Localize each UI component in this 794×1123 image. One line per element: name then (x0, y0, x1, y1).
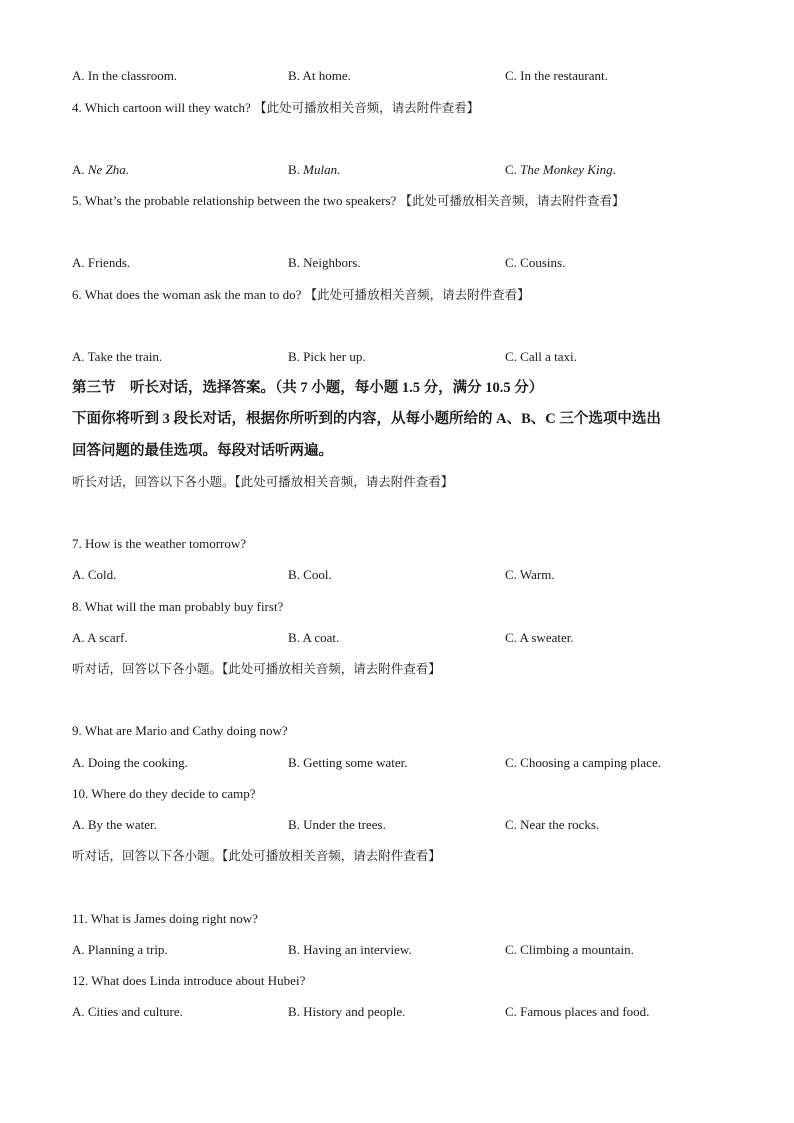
q3-option-c[interactable]: C. In the restaurant. (505, 68, 608, 83)
q4-option-c-title: The Monkey King (520, 162, 613, 177)
q4-option-a-suffix: . (125, 162, 130, 177)
q4-option-a-title: Ne Zha (87, 162, 126, 177)
q5-option-a[interactable]: A. Friends. (72, 255, 131, 270)
dialog3-prompt[interactable]: 听对话，回答以下各小题。【此处可播放相关音频，请去附件查看】 (72, 848, 441, 863)
q9-option-a[interactable]: A. Doing the cooking. (72, 755, 188, 770)
q8-question: 8. What will the man probably buy first? (72, 599, 284, 614)
section3-instruction-line1: 下面你将听到 3 段长对话，根据你所听到的内容，从每小题所给的 A、B、C 三个选项中选出 (72, 411, 661, 427)
q4-option-a[interactable] (72, 161, 129, 179)
section3-heading: 第三节 听长对话，选择答案。（共 7 小题，每小题 1.5 分，满分 10.5 分） (72, 380, 544, 396)
q4-option-a-prefix: A. (72, 162, 88, 177)
q8-option-b[interactable]: B. A coat. (288, 630, 340, 645)
dialog1-prompt[interactable]: 听长对话，回答以下各小题。【此处可播放相关音频，请去附件查看】 (72, 474, 454, 489)
q10-option-a[interactable]: A. By the water. (72, 817, 157, 832)
q7-option-b[interactable]: B. Cool. (288, 567, 332, 582)
dialog2-prompt[interactable]: 听对话，回答以下各小题。【此处可播放相关音频，请去附件查看】 (72, 661, 441, 676)
q3-option-b[interactable]: B. At home. (288, 68, 351, 83)
q12-option-c[interactable]: C. Famous places and food. (505, 1004, 650, 1019)
q4-question-text: 4. Which cartoon will they watch? (72, 100, 251, 115)
q9-option-c[interactable]: C. Choosing a camping place. (505, 755, 661, 770)
q9-option-b[interactable]: B. Getting some water. (288, 755, 408, 770)
q8-option-c[interactable]: C. A sweater. (505, 630, 574, 645)
q11-question: 11. What is James doing right now? (72, 911, 258, 926)
q11-option-b[interactable]: B. Having an interview. (288, 942, 412, 957)
q4-option-b-suffix: . (337, 162, 341, 177)
q7-option-c[interactable]: C. Warm. (505, 567, 555, 582)
q12-option-b[interactable]: B. History and people. (288, 1004, 406, 1019)
q4-option-b-prefix: B. (288, 162, 304, 177)
q12-option-a[interactable]: A. Cities and culture. (72, 1004, 183, 1019)
q5-question (72, 192, 734, 210)
q6-option-b[interactable]: B. Pick her up. (288, 349, 366, 364)
q10-option-b[interactable]: B. Under the trees. (288, 817, 386, 832)
q6-option-c[interactable]: C. Call a taxi. (505, 349, 577, 364)
q9-question: 9. What are Mario and Cathy doing now? (72, 723, 288, 738)
q4-option-c-suffix: . (612, 162, 616, 177)
q4-option-b[interactable] (288, 161, 340, 179)
q10-option-c[interactable]: C. Near the rocks. (505, 817, 600, 832)
q4-option-b-title: Mulan (303, 162, 338, 177)
q6-option-a[interactable]: A. Take the train. (72, 349, 163, 364)
q6-question (72, 286, 734, 304)
q4-question (72, 99, 734, 117)
q4-option-c-prefix: C. (505, 162, 521, 177)
q5-option-b[interactable]: B. Neighbors. (288, 255, 361, 270)
q11-option-a[interactable]: A. Planning a trip. (72, 942, 168, 957)
q4-option-c[interactable] (505, 161, 616, 179)
q10-question: 10. Where do they decide to camp? (72, 786, 256, 801)
q11-option-c[interactable]: C. Climbing a mountain. (505, 942, 634, 957)
q6-audio-link[interactable]: 【此处可播放相关音频，请去附件查看】 (304, 287, 530, 302)
q3-option-a[interactable]: A. In the classroom. (72, 68, 178, 83)
q5-audio-link[interactable]: 【此处可播放相关音频，请去附件查看】 (399, 193, 625, 208)
q12-question: 12. What does Linda introduce about Hubei? (72, 973, 306, 988)
q4-audio-link[interactable]: 【此处可播放相关音频，请去附件查看】 (254, 100, 480, 115)
section3-instruction-line2: 回答问题的最佳选项。每段对话听两遍。 (72, 443, 333, 459)
q5-question-text: 5. What’s the probable relationship between the two speakers? (72, 193, 397, 208)
q6-question-text: 6. What does the woman ask the man to do? (72, 287, 302, 302)
q5-option-c[interactable]: C. Cousins. (505, 255, 566, 270)
q7-question: 7. How is the weather tomorrow? (72, 536, 247, 551)
q7-option-a[interactable]: A. Cold. (72, 567, 117, 582)
q8-option-a[interactable]: A. A scarf. (72, 630, 128, 645)
